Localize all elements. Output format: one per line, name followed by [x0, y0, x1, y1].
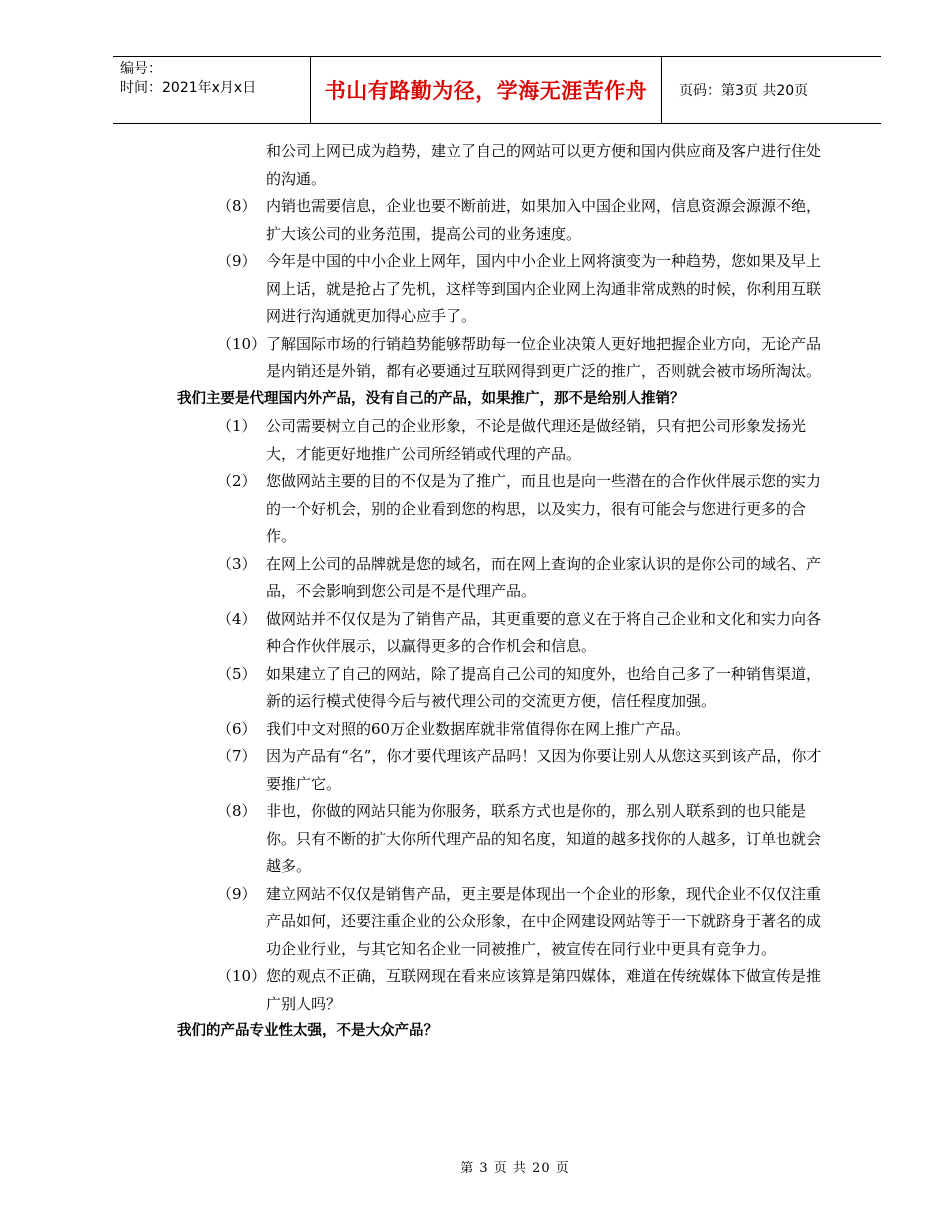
list-item: [0, 743, 950, 798]
item-text: 了解国际市场的行销趋势能够帮助每一位企业决策人更好地把握企业方向，无论产品是内销还是外销，都有必要通过互联网得到更广泛的推广，否则就会被市场所淘汰。: [266, 334, 822, 380]
item-number: （2）: [217, 472, 257, 490]
question-heading: 我们的产品专业性太强，不是大众产品？: [177, 1023, 438, 1039]
item-text: 今年是中国的中小企业上网年，国内中小企业上网将演变为一种趋势，您如果及早上网上话，就是抢占了先机，这样等到国内企业网上沟通非常成熟的时候，你利用互联网进行沟通就更加得心应手了。: [266, 252, 822, 325]
item-text: 建立网站不仅仅是销售产品，更主要是体现出一个企业的形象，现代企业不仅仅注重产品如何，还要注重企业的公众形象，在中企网建设网站等于一下就跻身于著名的成功企业行业，与其它知名企业一同被推广，被宣传在同行业中更具有竞争力。: [266, 884, 822, 958]
page-footer: 第 3 页 共 20 页: [460, 1161, 570, 1176]
list-item: [0, 606, 950, 661]
document-body: [0, 138, 950, 1046]
list-item: [0, 881, 950, 964]
list-item: [0, 798, 950, 881]
list-item: [0, 193, 950, 248]
item-text: 如果建立了自己的网站，除了提高自己公司的知度外，也给自己多了一种销售渠道，新的运行模式使得今后与被代理公司的交流更方便，信任程度加强。: [266, 664, 822, 710]
item-text: 您的观点不正确，互联网现在看来应该算是第四媒体，难道在传统媒体下做宣传是推广别人吗？: [266, 967, 822, 1013]
item-text: 因为产品有“名”，你才要代理该产品吗！又因为你要让别人从您这买到该产品，你才要推广它。: [266, 747, 822, 793]
item-number: （9）: [217, 252, 257, 270]
header-page-number: 页码：第3页 共20页: [679, 83, 809, 99]
item-text: 您做网站主要的目的不仅是为了推广，而且也是向一些潜在的合作伙伴展示您的实力的一个好机会，别的企业看到您的构思，以及实力，很有可能会与您进行更多的合作。: [266, 472, 822, 545]
item-text: 我们中文对照的60万企业数据库就非常值得你在网上推广产品。: [266, 719, 691, 738]
header-meta: [113, 57, 310, 123]
item-text: 在网上公司的品牌就是您的域名，而在网上查询的企业家认识的是你公司的域名、产品，不会影响到您公司是不是代理产品。: [266, 554, 822, 600]
serial-label: 编号：: [120, 61, 162, 77]
list-item: [0, 716, 950, 744]
item-text: 公司需要树立自己的企业形象，不论是做代理还是做经销，只有把公司形象发扬光大，才能更好地推广公司所经销或代理的产品。: [266, 417, 807, 463]
list-item: [0, 468, 950, 551]
item-text: 内销也需要信息，企业也要不断前进，如果加入中国企业网，信息资源会源源不绝，扩大该公司的业务范围，提高公司的业务速度。: [266, 197, 822, 243]
list-item: [0, 413, 950, 468]
item-number: （1）: [217, 417, 257, 435]
question-heading: 我们主要是代理国内外产品，没有自己的产品，如果推广，那不是给别人推销？: [177, 390, 685, 407]
item-number: （6）: [217, 719, 257, 738]
list-item: [0, 331, 950, 386]
list-item: [0, 963, 950, 1018]
list-item: [0, 248, 950, 331]
time-label: 时间：2021年x月x日: [120, 80, 257, 96]
continuation-paragraph: 和公司上网已成为趋势，建立了自己的网站可以更方便和国内供应商及客户进行住处的沟通。: [266, 142, 822, 188]
item-text: 做网站并不仅仅是为了销售产品，其更重要的意义在于将自己企业和文化和实力向各种合作伙伴展示，以赢得更多的合作机会和信息。: [266, 609, 822, 655]
page-header: [113, 56, 881, 124]
item-number: （7）: [217, 747, 257, 765]
item-number: （3）: [217, 554, 257, 573]
item-number: （10）: [217, 967, 267, 985]
item-number: （9）: [217, 884, 257, 903]
item-number: （10）: [217, 334, 267, 353]
list-item: [0, 551, 950, 606]
item-number: （5）: [217, 664, 257, 683]
item-number: （8）: [217, 197, 257, 215]
item-number: （4）: [217, 609, 257, 628]
item-number: （8）: [217, 802, 257, 820]
header-motto: 书山有路勤为径，学海无涯苦作舟: [310, 57, 662, 123]
item-text: 非也，你做的网站只能为你服务，联系方式也是你的，那么别人联系到的也只能是你。只有不断的扩大你所代理产品的知名度，知道的越多找你的人越多，订单也就会越多。: [266, 802, 822, 875]
list-item: [0, 661, 950, 716]
